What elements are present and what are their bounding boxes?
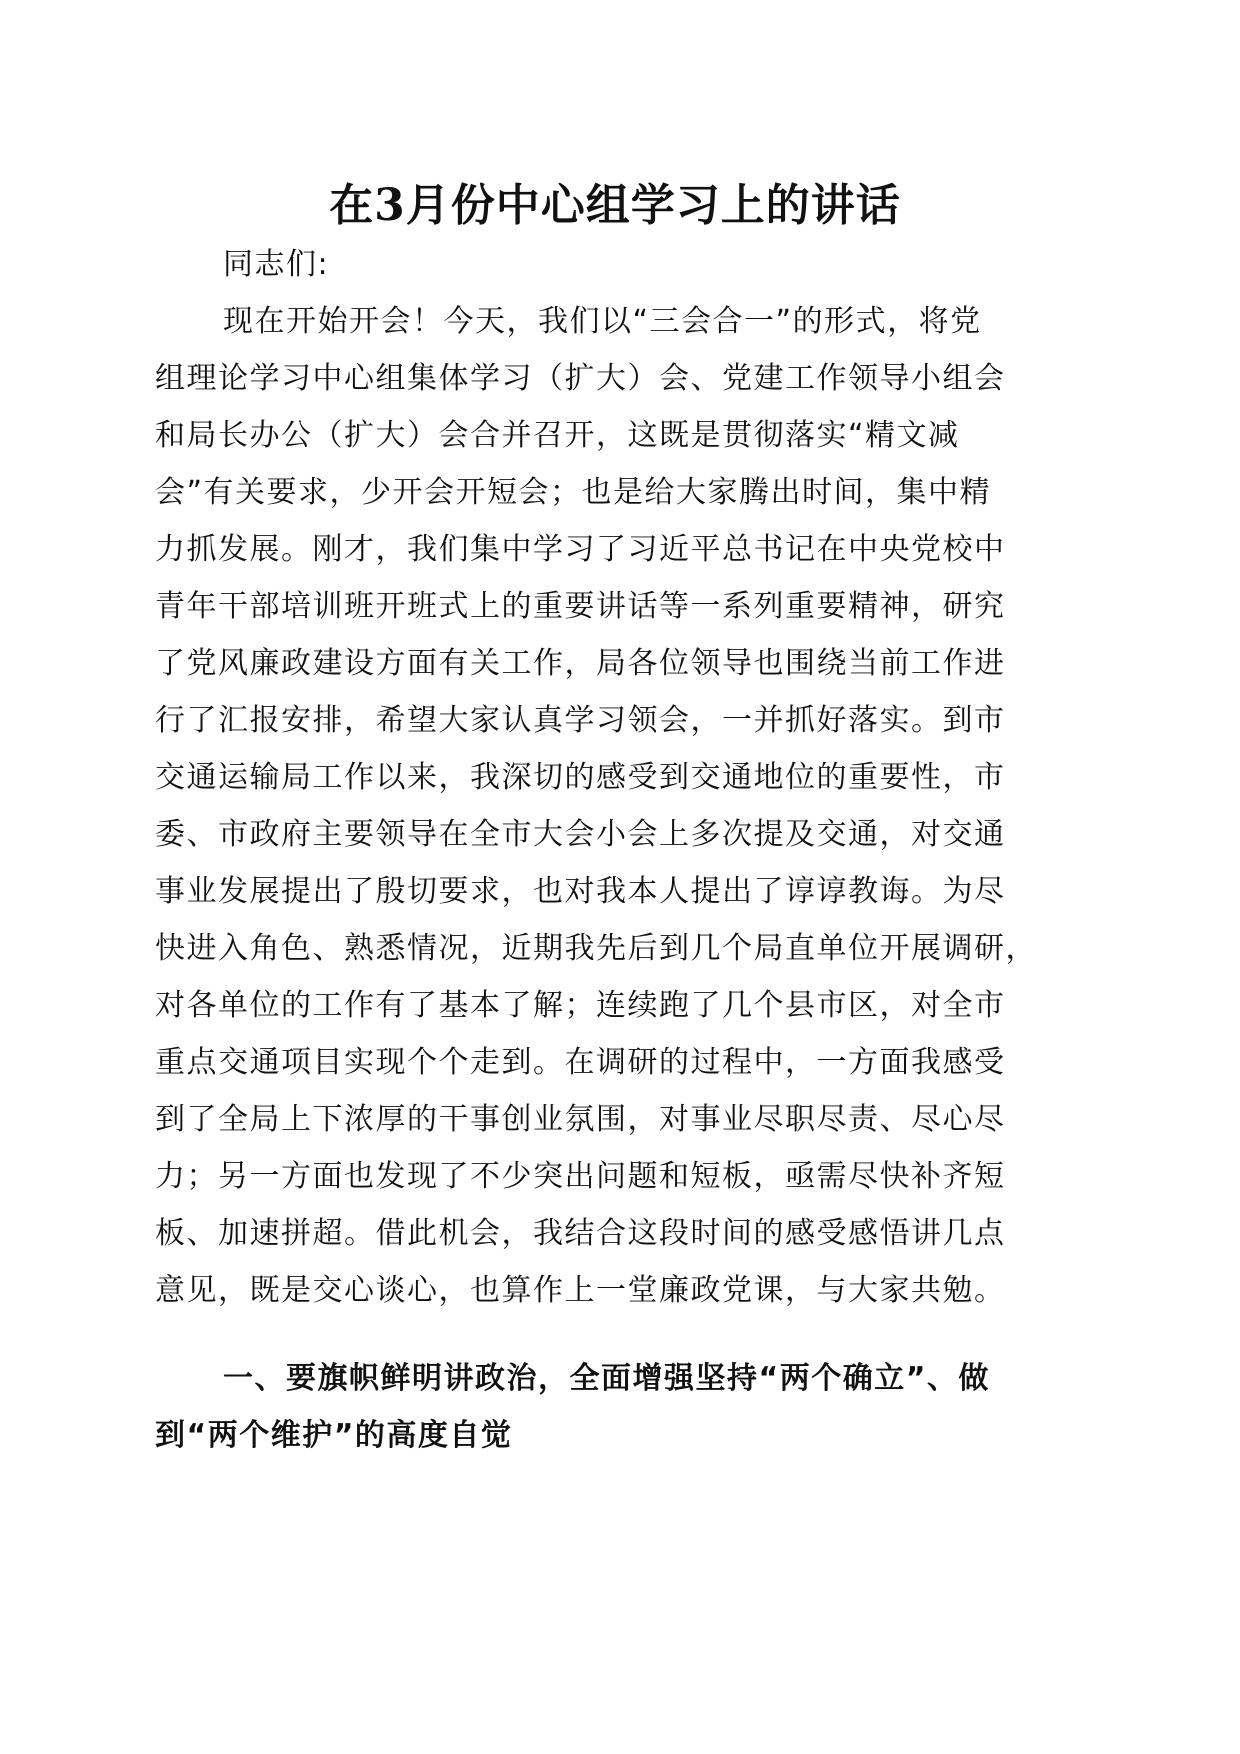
paragraph-line: 和局长办公（扩大）会合并召开，这既是贯彻落实“精文减 bbox=[155, 418, 960, 453]
paragraph-line: 交通运输局工作以来，我深切的感受到交通地位的重要性，市 bbox=[155, 760, 1006, 795]
opening-paragraph bbox=[155, 293, 1075, 1319]
paragraph-line: 到了全局上下浓厚的干事创业氛围，对事业尽职尽责、尽心尽 bbox=[155, 1102, 1006, 1137]
paragraph-line: 现在开始开会！今天，我们以“三会合一”的形式，将党 bbox=[223, 304, 982, 339]
heading-line: 一、要旗帜鲜明讲政治，全面增强坚持“两个确立”、做 bbox=[223, 1361, 990, 1396]
paragraph-line: 快进入角色、熟悉情况，近期我先后到几个局直单位开展调研， bbox=[155, 931, 1037, 966]
paragraph-line: 委、市政府主要领导在全市大会小会上多次提及交通，对交通 bbox=[155, 817, 1006, 852]
paragraph-line: 对各单位的工作有了基本了解；连续跑了几个县市区，对全市 bbox=[155, 988, 1006, 1023]
document-title: 在3月份中心组学习上的讲话 bbox=[329, 180, 901, 231]
paragraph-line: 力抓发展。刚才，我们集中学习了习近平总书记在中央党校中 bbox=[155, 532, 1006, 567]
paragraph-line: 板、加速拼超。借此机会，我结合这段时间的感受感悟讲几点 bbox=[155, 1216, 1006, 1251]
salutation: 同志们: bbox=[223, 247, 330, 282]
paragraph-line: 力；另一方面也发现了不少突出问题和短板，亟需尽快补齐短 bbox=[155, 1159, 1006, 1194]
heading-line: 到“两个维护”的高度自觉 bbox=[155, 1418, 513, 1453]
paragraph-line: 重点交通项目实现个个走到。在调研的过程中，一方面我感受 bbox=[155, 1045, 1006, 1080]
paragraph-line: 事业发展提出了殷切要求，也对我本人提出了谆谆教诲。为尽 bbox=[155, 874, 1006, 909]
paragraph-line: 会”有关要求，少开会开短会；也是给大家腾出时间，集中精 bbox=[155, 475, 992, 510]
section-heading-1 bbox=[155, 1350, 1075, 1464]
paragraph-line: 青年干部培训班开班式上的重要讲话等一系列重要精神，研究 bbox=[155, 589, 1006, 624]
paragraph-line: 组理论学习中心组集体学习（扩大）会、党建工作领导小组会 bbox=[155, 361, 1006, 396]
paragraph-line: 行了汇报安排，希望大家认真学习领会，一并抓好落实。到市 bbox=[155, 703, 1006, 738]
paragraph-line: 意见，既是交心谈心，也算作上一堂廉政党课，与大家共勉。 bbox=[155, 1273, 1006, 1308]
paragraph-line: 了党风廉政建设方面有关工作，局各位领导也围绕当前工作进 bbox=[155, 646, 1006, 681]
